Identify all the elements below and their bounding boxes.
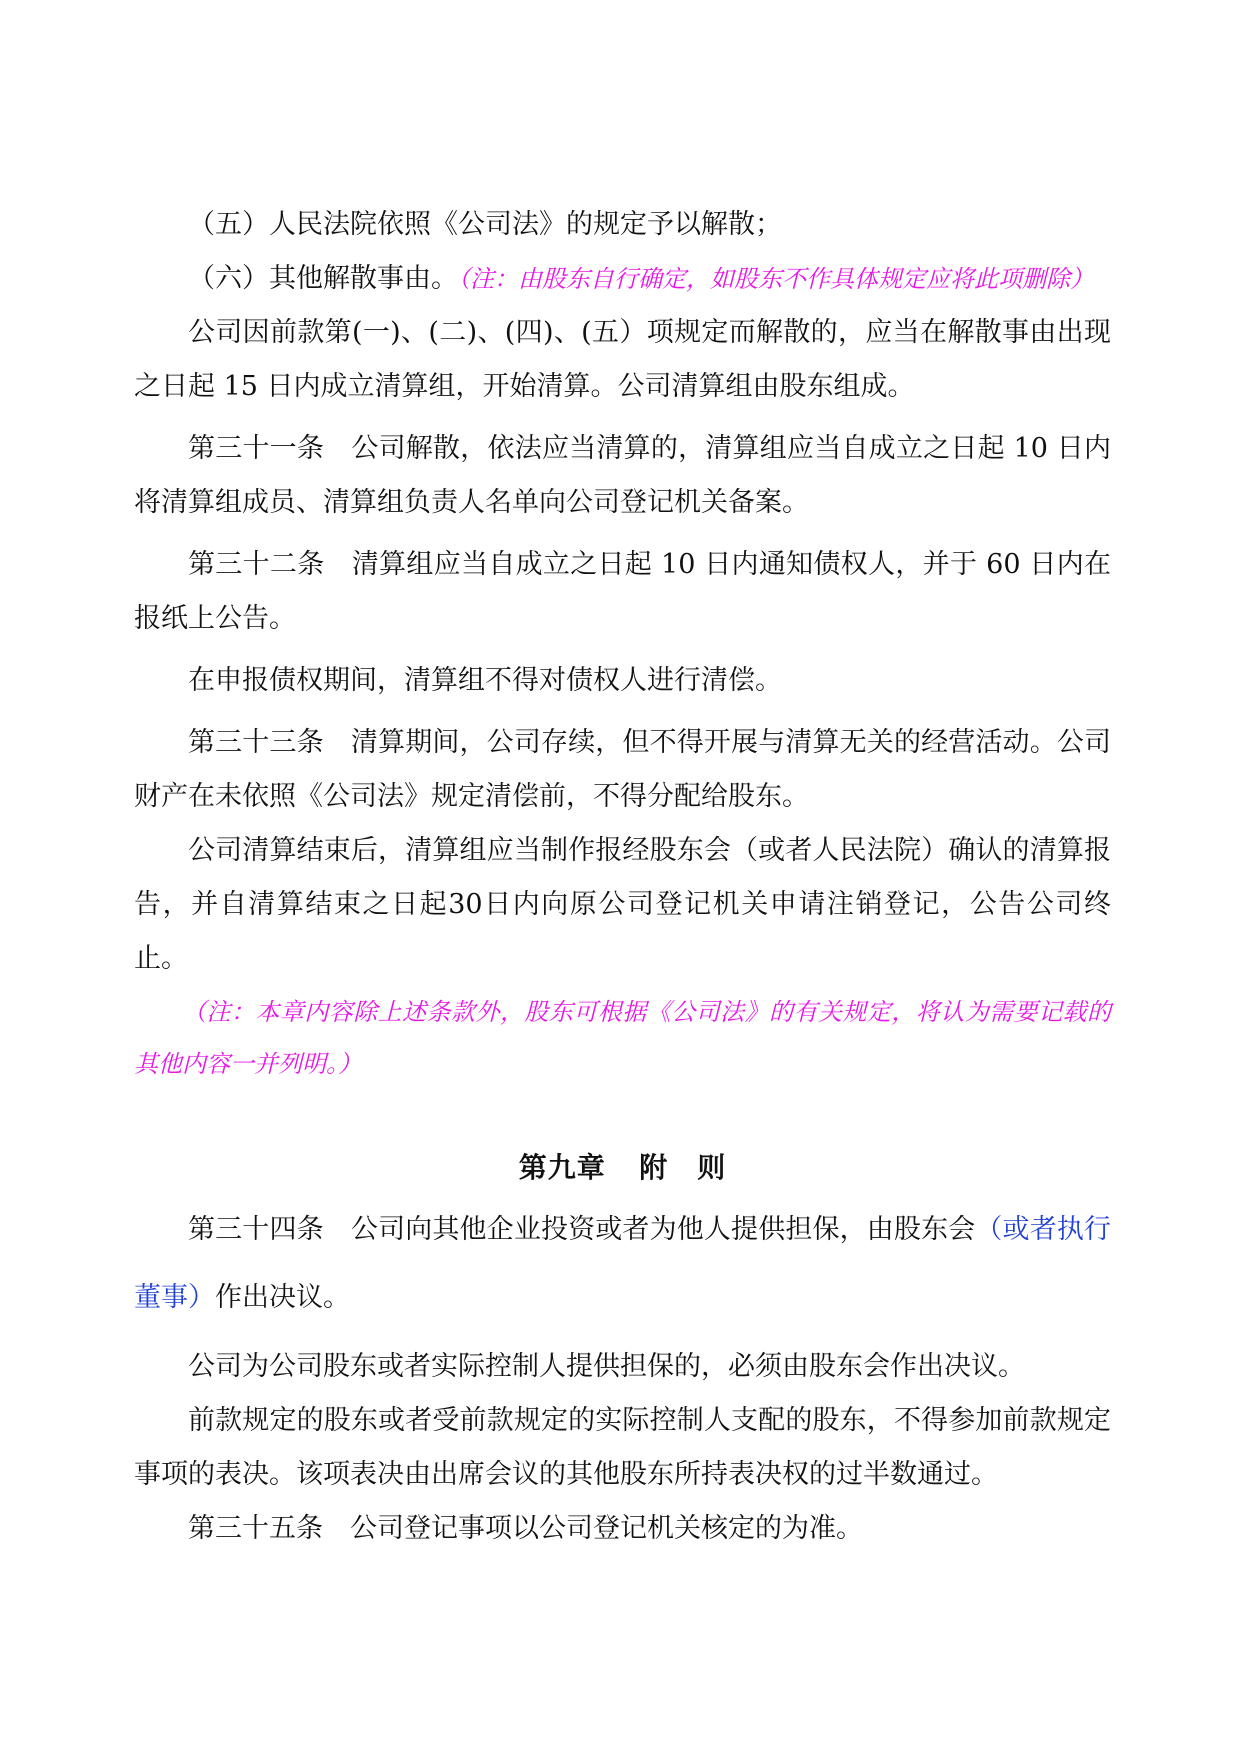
article-33-number: 第三十三条: [188, 727, 324, 758]
paragraph-dissolution-5: （五）人民法院依照《公司法》的规定予以解散；: [188, 209, 782, 240]
chapter-number: 第九章: [518, 1151, 606, 1184]
chapter-heading: [134, 1140, 1111, 1196]
article-34-text: 公司向其他企业投资或者为他人提供担保，由股东会: [350, 1214, 976, 1245]
paragraph-liquidation-group: 公司因前款第(一)、(二)、(四)、(五）项规定而解散的，应当在解散事由出现之日起 15 日内成立清算组，开始清算。公司清算组由股东组成。: [134, 317, 1112, 402]
article-31-number: 第三十一条: [188, 433, 325, 464]
article-33: [134, 716, 1111, 824]
paragraph-liquidation-report: 公司清算结束后，清算组应当制作报经股东会（或者人民法院）确认的清算报告，并自清算结束之日起30日内向原公司登记机关申请注销登记，公告公司终止。: [134, 835, 1111, 974]
document-page: [134, 198, 1111, 1556]
article-32-number: 第三十二条: [188, 549, 325, 580]
dissolution-6-note: （注：由股东自行确定，如股东不作具体规定应将此项删除）: [458, 265, 1094, 293]
article-35: [134, 1502, 1111, 1556]
article-32: [134, 538, 1111, 646]
article-34-tail: 作出决议。: [215, 1282, 350, 1313]
article-35-text: 公司登记事项以公司登记机关核定的为准。: [350, 1513, 863, 1544]
article-31: [134, 422, 1111, 530]
article-34-optional: （或者执行董事）: [134, 1214, 1112, 1313]
article-35-number: 第三十五条: [188, 1513, 323, 1544]
paragraph-guarantee: 公司为公司股东或者实际控制人提供担保的，必须由股东会作出决议。: [188, 1351, 1025, 1382]
chapter-note: （注：本章内容除上述条款外，股东可根据《公司法》的有关规定，将认为需要记载的其他内容一并列明。）: [134, 998, 1111, 1078]
article-32-text: 清算组应当自成立之日起 10 日内通知债权人，并于 60 日内在报纸上公告。: [134, 549, 1112, 634]
article-34-number: 第三十四条: [188, 1214, 324, 1245]
chapter-title: 附 则: [639, 1151, 727, 1184]
dissolution-6-text: （六）其他解散事由。: [188, 263, 458, 294]
article-31-text: 公司解散，依法应当清算的，清算组应当自成立之日起 10 日内将清算组成员、清算组负责人名单向公司登记机关备案。: [134, 433, 1111, 518]
article-34: [134, 1196, 1111, 1332]
article-33-text: 清算期间，公司存续，但不得开展与清算无关的经营活动。公司财产在未依照《公司法》规定清偿前，不得分配给股东。: [134, 727, 1112, 812]
paragraph-voting: 前款规定的股东或者受前款规定的实际控制人支配的股东，不得参加前款规定事项的表决。该项表决由出席会议的其他股东所持表决权的过半数通过。: [134, 1405, 1111, 1490]
paragraph-claims-period: 在申报债权期间，清算组不得对债权人进行清偿。: [188, 665, 782, 696]
paragraph-dissolution-6: [134, 252, 1111, 306]
